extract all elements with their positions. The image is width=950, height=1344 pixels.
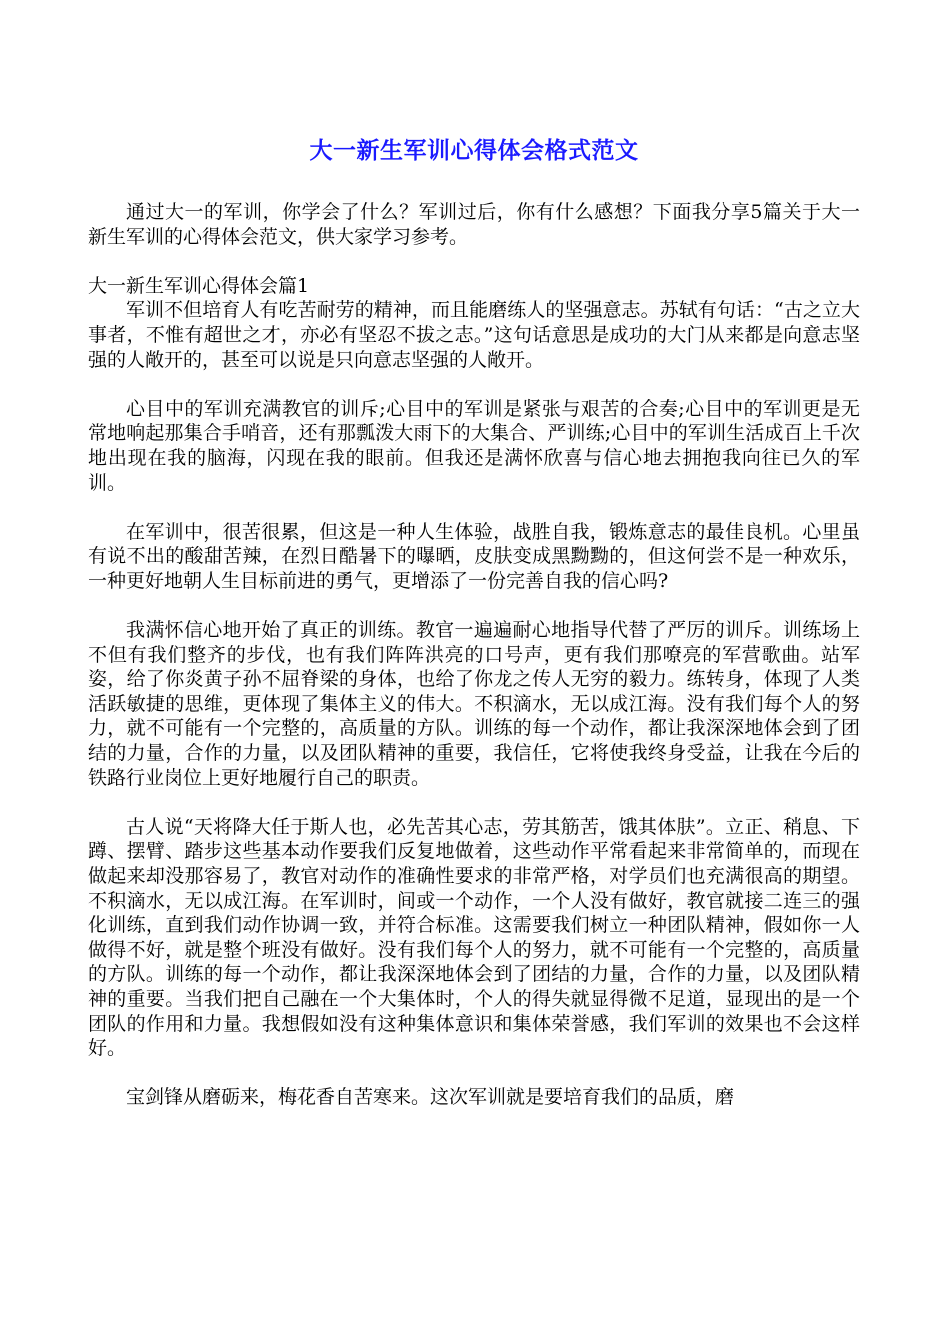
section-heading: 大一新生军训心得体会篇1 (88, 274, 310, 297)
body-paragraph-3: 在军训中，很苦很累，但这是一种人生体验，战胜自我，锻炼意志的最佳良机。心里虽有说不出的酸甜苦辣，在烈日酷暑下的曝晒，皮肤变成黑黝黝的，但这何尝不是一种欢乐，一种更好地朝人生目标前进的勇气，更增添了一份完善自我的信心吗? (88, 520, 860, 592)
body-paragraph-2: 心目中的军训充满教官的训斥;心目中的军训是紧张与艰苦的合奏;心目中的军训更是无常地响起那集合手哨音，还有那瓢泼大雨下的大集合、严训练;心目中的军训生活成百上千次地出现在我的脑海，闪现在我的眼前。但我还是满怀欣喜与信心地去拥抱我向往已久的军训。 (88, 397, 860, 494)
document-body (88, 130, 860, 1135)
body-paragraph-5: 古人说“天将降大任于斯人也，必先苦其心志，劳其筋苦，饿其体肤”。立正、稍息、下蹲、摆臂、踏步这些基本动作要我们反复地做着，这些动作平常看起来非常简单的，而现在做起来却没那容易了，教官对动作的准确性要求的非常严格，对学员们也充满很高的期望。不积滴水，无以成江海。在军训时，间或一个动作，一个人没有做好，教官就接二连三的强化训练，直到我们动作协调一致，并符合标准。这需要我们树立一种团队精神，假如你一人做得不好，就是整个班没有做好。没有我们每个人的努力，就不可能有一个完整的，高质量的方队。训练的每一个动作，都让我深深地体会到了团结的力量，合作的力量，以及团队精神的重要。当我们把自己融在一个大集体时，个人的得失就显得微不足道，显现出的是一个团队的作用和力量。我想假如没有这种集体意识和集体荣誉感，我们军训的效果也不会这样好。 (88, 815, 860, 1060)
document-title: 大一新生军训心得体会格式范文 (309, 138, 639, 164)
intro-paragraph: 通过大一的军训，你学会了什么？军训过后，你有什么感想？下面我分享5篇关于大一新生军训的心得体会范文，供大家学习参考。 (88, 201, 860, 248)
body-paragraph-1: 军训不但培育人有吃苦耐劳的精神，而且能磨练人的坚强意志。苏轼有句话：“古之立大事者，不惟有超世之才，亦必有坚忍不拔之志。”这句话意思是成功的大门从来都是向意志坚强的人敞开的，甚至可以说是只向意志坚强的人敞开。 (88, 299, 860, 371)
body-paragraph-4: 我满怀信心地开始了真正的训练。教官一遍遍耐心地指导代替了严厉的训斥。训练场上不但有我们整齐的步伐，也有我们阵阵洪亮的口号声，更有我们那嘹亮的军营歌曲。站军姿，给了你炎黄子孙不屈脊梁的身体，也给了你龙之传人无穷的毅力。练转身，体现了人类活跃敏捷的思维，更体现了集体主义的伟大。不积滴水，无以成江海。没有我们每个人的努力，就不可能有一个完整的，高质量的方队。训练的每一个动作，都让我深深地体会到了团结的力量，合作的力量，以及团队精神的重要，我信任，它将使我终身受益，让我在今后的铁路行业岗位上更好地履行自己的职责。 (88, 619, 860, 789)
body-paragraph-6: 宝剑锋从磨砺来，梅花香自苦寒来。这次军训就是要培育我们的品质，磨 (126, 1086, 735, 1109)
